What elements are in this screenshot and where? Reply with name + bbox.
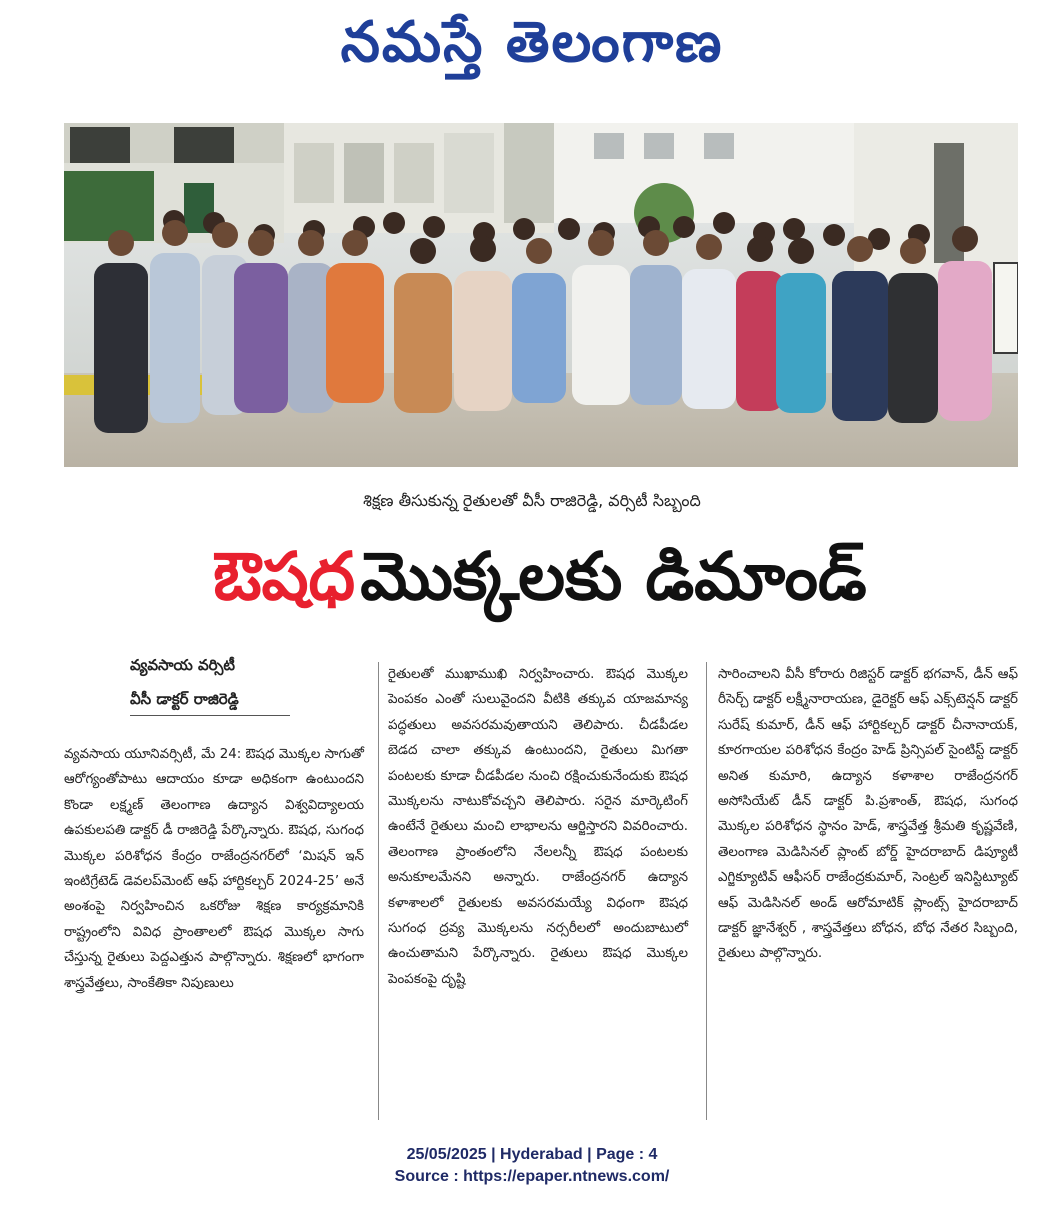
headline bbox=[60, 522, 1020, 632]
footer-source: Source : https://epaper.ntnews.com/ bbox=[394, 1168, 670, 1185]
article-text: వ్యవసాయ యూనివర్సిటీ, మే 24: ఔషధ మొక్కల సాగుతో ఆరోగ్యంతోపాటు ఆదాయం కూడా అధికంగా ఉంటుందని కొండా లక్ష్మణ్ తెలంగాణ ఉద్యాన విశ్వవిద్యాలయ ఉపకులపతి డాక్టర్ డీ రాజిరెడ్డి పేర్కొన్నారు. ఔషధ, సుగంధ మొక్కల పరిశోధన కేంద్రం రాజేంద్రనగర్‌లో ‘మిషన్ ఇన్ ఇంటిగ్రేటెడ్ డెవలప్‌మెంట్ ఆఫ్ హార్టికల్చర్ 2024-25’ అనే అంశంపై నిర్వహించిన ఒకరోజు శిక్షణ కార్యక్రమానికి రాష్ట్రంలోని వివిధ ప్రాంతాలలో ఔషధ మొక్కల సాగు చేస్తున్న రైతులు పెద్దఎత్తున పాల్గొన్నారు. శిక్షణలో భాగంగా శాస్త్రవేత్తలు, సాంకేతికా నిపుణులు bbox=[64, 747, 364, 991]
article-column-2 bbox=[388, 662, 688, 992]
masthead-title: నమస్తే తెలంగాణ bbox=[340, 10, 724, 75]
article-column-1 bbox=[64, 742, 364, 996]
masthead bbox=[0, 6, 1064, 80]
column-divider bbox=[706, 662, 707, 1120]
headline-black: మొక్కలకు డిమాండ్ bbox=[360, 538, 867, 615]
group-photo bbox=[64, 123, 1018, 467]
column-divider bbox=[378, 662, 379, 1120]
kicker-line-2: వీసీ డాక్టర్ రాజిరెడ్డి bbox=[130, 690, 290, 716]
article-column-3 bbox=[718, 662, 1018, 967]
photo-caption: శిక్షణ తీసుకున్న రైతులతో వీసీ రాజిరెడ్డి, వర్సిటీ సిబ్బంది bbox=[363, 491, 701, 510]
article-text: రైతులతో ముఖాముఖి నిర్వహించారు. ఔషధ మొక్కల పెంపకం ఎంతో సులువైందని వీటికి తక్కువ యాజమాన్య పద్ధతులు అవసరమవుతాయని తెలిపారు. చీడపీడల బెడద చాలా తక్కువ ఉంటుందని, రైతులు మిగతా పంటలకు కూడా చీడపీడల నుంచి రక్షించుకునేందుకు ఔషధ మొక్కలను నాటుకోవచ్చని తెలిపారు. సరైన మార్కెటింగ్ ఉంటేనే రైతులు మంచి లాభాలను ఆర్జిస్తారని వివరించారు. తెలంగాణ ప్రాంతంలోని నేలలన్నీ ఔషధ పంటలకు అనుకూలమేనని అన్నారు. రాజేంద్రనగర్ ఉద్యాన కళాశాలలో రైతులకు అవసరమయ్యే విధంగా ఔషధ సుగంధ ద్రవ్య మొక్కలను నర్సరీలలో అందుబాటులో ఉంచుతామని పేర్కొన్నారు. రైతులు ఔషధ మొక్కల పెంపకంపై దృష్టి bbox=[388, 667, 688, 987]
article-text: సారించాలని వీసీ కోరారు రిజిస్టర్ డాక్టర్ భగవాన్, డీన్ ఆఫ్ రీసెర్చ్ డాక్టర్ లక్ష్మీనారాయణ, డైరెక్టర్ ఆఫ్ ఎక్స్‌టెన్షన్ డాక్టర్ సురేష్ కుమార్, డీన్ ఆఫ్ హార్టికల్చర్ డాక్టర్ చీనానాయక్, కూరగాయల పరిశోధన కేంద్రం హెడ్ ప్రిన్సిపల్ సైంటిస్ట్ డాక్టర్ అనిత కుమారి, ఉద్యాన కళాశాల రాజేంద్రనగర్ అసోసియేట్ డీన్ డాక్టర్ పి.ప్రశాంత్, ఔషధ, సుగంధ మొక్కల పరిశోధన స్థానం హెడ్, శాస్త్రవేత్త శ్రీమతి కృష్ణవేణి, తెలంగాణ మెడిసినల్ ప్లాంట్ బోర్డ్ హైదరాబాద్ డిప్యూటీ ఎగ్జిక్యూటివ్ ఆఫీసర్ రాజేంద్రకుమార్, సెంట్రల్ ఇనిస్టిట్యూట్ ఆఫ్ మెడిసినల్ అండ్ ఆరోమాటిక్ ప్లాంట్స్ హైదరాబాద్ డాక్టర్ జ్ఞానేశ్వర్ , శాస్త్రవేత్తలు బోధన, బోధ నేతర సిబ్బంది, రైతులు పాల్గొన్నారు. bbox=[718, 667, 1018, 962]
footer-dateline: 25/05/2025 | Hyderabad | Page : 4 bbox=[406, 1146, 658, 1163]
group-photo-illustration bbox=[64, 123, 1018, 467]
kicker-line-1: వ్యవసాయ వర్సిటీ bbox=[130, 656, 235, 674]
headline-red: ఔషధ bbox=[213, 538, 356, 615]
